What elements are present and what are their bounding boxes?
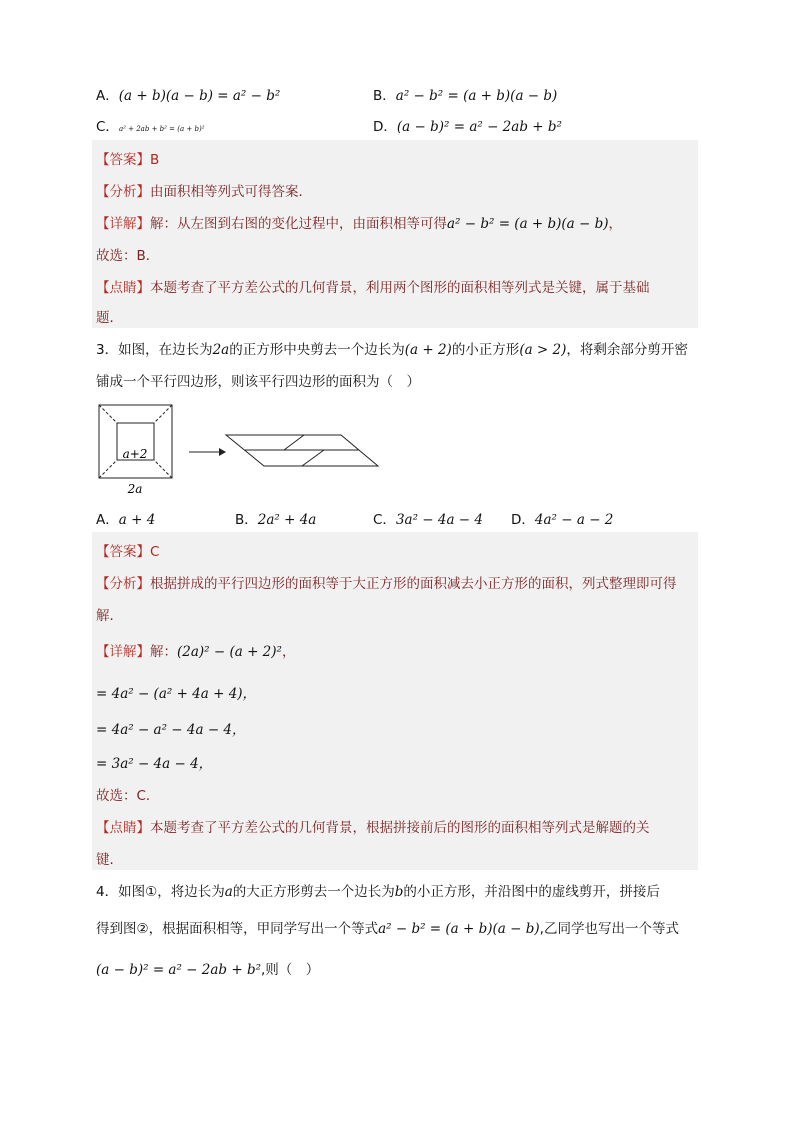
- option-b[interactable]: [373, 84, 557, 104]
- stem-text: ,则（ ）: [261, 962, 320, 978]
- q3-stem-line2: 铺成一个平行四边形，则该平行四边形的面积为（ ）: [96, 374, 420, 390]
- q3-figure: [96, 400, 386, 500]
- q4-stem-line1: [96, 880, 698, 900]
- stem-text: 得到图②，根据面积相等，甲同学写出一个等式: [96, 921, 379, 937]
- option-expr: (a − b)² = a² − 2ab + b²: [396, 119, 562, 135]
- option-letter: D．: [373, 119, 397, 135]
- q3-detail: [96, 640, 698, 660]
- comment-tag: 【点睛】: [96, 280, 150, 296]
- option-expr: a² + 2ab + b² = (a + b)²: [118, 125, 205, 133]
- detail-expr: (2a)² − (a + 2)²: [177, 644, 282, 660]
- option-letter: D．: [511, 512, 535, 528]
- piece-edge: [284, 435, 304, 450]
- analysis-tag: 【分析】: [96, 184, 150, 200]
- stem-var: a: [224, 884, 233, 900]
- analysis-tag: 【分析】: [96, 576, 150, 592]
- option-d[interactable]: [373, 115, 562, 135]
- q3-analysis: [96, 572, 698, 592]
- option-c[interactable]: [373, 508, 483, 528]
- stem-text: ,乙同学也写出一个等式: [539, 921, 679, 937]
- stem-text: 的正方形中央剪去一个边长为: [229, 342, 405, 358]
- option-expr: 3a² − 4a − 4: [395, 512, 484, 528]
- q4-stem-line2: [96, 917, 698, 937]
- stem-expr: (a − b)² = a² − 2ab + b²: [96, 962, 262, 978]
- stem-text: 的小正方形: [451, 342, 520, 358]
- stem-text: 4．如图①，将边长为: [96, 884, 225, 900]
- detail-text: 解：: [150, 644, 177, 660]
- answer-tag: 【答案】: [96, 544, 150, 560]
- stem-var: b: [394, 884, 404, 900]
- q3-stem-line1: [96, 338, 698, 358]
- option-letter: A．: [96, 512, 119, 528]
- q3-step: = 3a² − 4a − 4，: [96, 756, 213, 772]
- stem-text: 的大正方形剪去一个边长为: [232, 884, 395, 900]
- answer-value: C: [150, 544, 160, 560]
- comment-text: 本题考查了平方差公式的几何背景，利用两个图形的面积相等列式是关键，属于基础: [150, 280, 650, 296]
- option-letter: C．: [96, 119, 119, 135]
- q3-step: = 4a² − (a² + 4a + 4)，: [96, 686, 257, 702]
- q3-choose: 故选：C．: [96, 788, 160, 804]
- stem-expr: a² − b² = (a + b)(a − b): [378, 921, 540, 937]
- detail-text: 解：从左图到右图的变化过程中，由面积相等可得: [150, 216, 447, 232]
- piece-edge: [302, 450, 324, 466]
- detail-end: ，: [281, 644, 296, 660]
- detail-tag: 【详解】: [96, 644, 150, 660]
- answer-tag: 【答案】: [96, 152, 150, 168]
- q2-detail: [96, 212, 698, 232]
- option-expr: (a + b)(a − b) = a² − b²: [118, 88, 281, 104]
- stem-text: 3．如图，在边长为: [96, 342, 213, 358]
- q3-comment: [96, 816, 698, 836]
- cut-line: [99, 405, 117, 423]
- option-expr: 4a² − a − 2: [534, 512, 614, 528]
- q3-analysis-cont: 解．: [96, 608, 123, 624]
- answer-value: B: [150, 152, 160, 168]
- detail-expr: a² − b² = (a + b)(a − b): [447, 216, 609, 232]
- q2-solution-block: [92, 140, 698, 328]
- q3-answer: [96, 540, 698, 560]
- inner-label: a+2: [122, 447, 148, 461]
- cut-line: [99, 460, 117, 478]
- option-letter: C．: [373, 512, 396, 528]
- comment-text: 本题考查了平方差公式的几何背景，根据拼接前后的图形的面积相等列式是解题的关: [150, 820, 650, 836]
- detail-tag: 【详解】: [96, 216, 150, 232]
- cut-line: [154, 460, 172, 478]
- option-d[interactable]: [511, 508, 613, 528]
- q3-step: = 4a² − a² − 4a − 4，: [96, 722, 246, 738]
- option-letter: A．: [96, 88, 119, 104]
- stem-var: (a + 2): [404, 342, 452, 358]
- q2-comment: [96, 276, 698, 296]
- analysis-text: 由面积相等列式可得答案．: [150, 184, 312, 200]
- q2-analysis: [96, 180, 698, 200]
- stem-var: 2a: [212, 342, 230, 358]
- option-expr: a² − b² = (a + b)(a − b): [395, 88, 558, 104]
- analysis-text: 根据拼成的平行四边形的面积等于大正方形的面积减去小正方形的面积，列式整理即可得: [150, 576, 677, 592]
- option-expr: a + 4: [118, 512, 156, 528]
- option-expr: 2a² + 4a: [257, 512, 317, 528]
- q2-choose: 故选：B．: [96, 248, 160, 264]
- option-letter: B．: [235, 512, 258, 528]
- option-letter: B．: [373, 88, 396, 104]
- outer-label: 2a: [127, 482, 143, 496]
- option-a[interactable]: [96, 84, 280, 104]
- option-c[interactable]: [96, 115, 205, 135]
- stem-text: 的小正方形，并沿图中的虚线剪开，拼接后: [403, 884, 660, 900]
- option-a[interactable]: [96, 508, 155, 528]
- stem-text: ，将剩余部分剪开密: [566, 342, 688, 358]
- q3-comment-cont: 键．: [96, 852, 123, 868]
- q4-stem-line3: [96, 958, 698, 978]
- detail-end: ，: [608, 216, 623, 232]
- cut-line: [154, 405, 172, 423]
- stem-cond: (a > 2): [519, 342, 567, 358]
- comment-tag: 【点睛】: [96, 820, 150, 836]
- arrow-head: [219, 448, 226, 456]
- q2-comment-cont: 题．: [96, 310, 123, 326]
- q2-answer: [96, 148, 698, 168]
- option-b[interactable]: [235, 508, 316, 528]
